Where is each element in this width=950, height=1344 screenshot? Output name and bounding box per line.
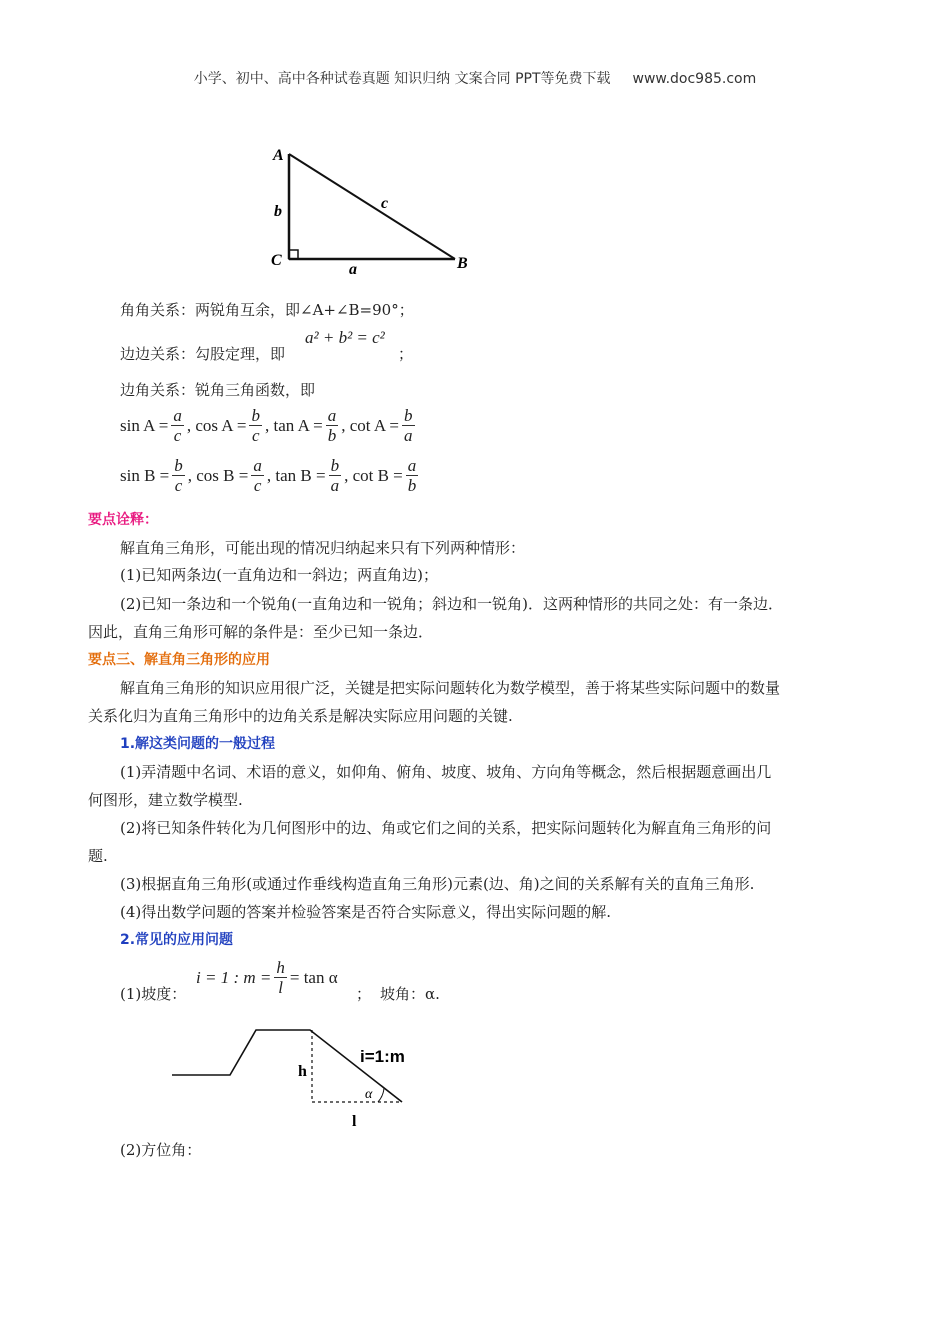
tan-A-den: b	[327, 426, 337, 445]
cot-B-fraction	[406, 456, 419, 495]
slope-fraction	[274, 958, 287, 997]
side-relation-label: 边边关系：勾股定理，即	[120, 345, 286, 363]
cot-B-num: a	[407, 456, 417, 475]
tan-B-den: a	[330, 476, 340, 495]
section3-heading: 要点三、解直角三角形的应用	[88, 652, 270, 668]
vertex-A-label: A	[273, 147, 284, 164]
side-c-label: c	[381, 195, 389, 212]
cos-B-den: c	[253, 476, 262, 495]
sub1-step4: (4)得出数学问题的答案并检验答案是否符合实际意义，得出实际问题的解.	[120, 903, 612, 921]
right-triangle-figure	[265, 140, 480, 280]
sub1-step1-line1: (1)弄清题中名词、术语的意义，如仰角、俯角、坡度、坡角、方向角等概念，然后根据题意画出几	[120, 763, 772, 781]
sin-A-den: c	[173, 426, 182, 445]
page-header	[0, 68, 950, 88]
cot-B-label: , cot B =	[344, 465, 403, 485]
tan-B-num: b	[330, 456, 340, 475]
slope-num: h	[276, 958, 285, 977]
slope-formula	[196, 958, 338, 997]
sin-B-label: sin B =	[120, 465, 170, 485]
sin-A-fraction	[171, 406, 184, 445]
height-label: h	[298, 1063, 307, 1080]
notes-heading: 要点诠释：	[88, 512, 158, 528]
notes-line-1: 解直角三角形，可能出现的情况归纳起来只有下列两种情形：	[120, 539, 526, 557]
side-a-label: a	[349, 261, 357, 278]
section3-para-line-1: 解直角三角形的知识应用很广泛，关键是把实际问题转化为数学模型，善于将某些实际问题中的数量	[120, 679, 781, 697]
base-label: l	[352, 1113, 357, 1130]
trig-row-A	[120, 406, 418, 445]
tan-B-fraction	[329, 456, 342, 495]
alpha-label: α	[365, 1087, 373, 1102]
bearing-angle-label: (2)方位角：	[120, 1141, 202, 1159]
cos-A-den: c	[251, 426, 260, 445]
slope-den: l	[278, 978, 283, 997]
sub1-step3: (3)根据直角三角形(或通过作垂线构造直角三角形)元素(边、角)之间的关系解有关的直角三角形.	[120, 875, 755, 893]
slope-rhs: = tan α	[289, 967, 338, 987]
sub1-heading: 1.解这类问题的一般过程	[120, 736, 276, 752]
sin-A-label: sin A =	[120, 415, 169, 435]
slope-ratio-label: i=1:m	[360, 1047, 405, 1066]
cos-A-num: b	[251, 406, 260, 425]
sin-B-den: c	[174, 476, 183, 495]
sub2-heading: 2.常见的应用问题	[120, 932, 234, 948]
vertex-C-label: C	[271, 252, 282, 269]
slope-separator: ；	[356, 985, 372, 1003]
cos-A-fraction	[249, 406, 262, 445]
cos-A-label: , cos A =	[186, 415, 247, 435]
slope-label: (1)坡度：	[120, 985, 187, 1003]
trig-row-B	[120, 456, 421, 495]
cos-B-label: , cos B =	[187, 465, 249, 485]
side-b-label: b	[274, 203, 282, 220]
section3-para-line-2: 关系化归为直角三角形中的边角关系是解决实际应用问题的关键.	[88, 707, 513, 725]
cot-A-num: b	[404, 406, 413, 425]
header-text: 小学、初中、高中各种试卷真题 知识归纳 文案合同 PPT等免费下载	[193, 71, 611, 87]
side-c-line	[289, 154, 455, 259]
cot-A-fraction	[402, 406, 415, 445]
cos-B-num: a	[253, 456, 262, 475]
header-url[interactable]: www.doc985.com	[632, 71, 757, 87]
alpha-arc	[378, 1088, 384, 1102]
angle-relation: 角角关系：两锐角互余，即∠A+∠B=90°；	[120, 301, 414, 319]
side-relation-suffix: ；	[398, 345, 414, 363]
notes-line-3: (2)已知一条边和一个锐角(一直角边和一锐角；斜边和一锐角)．这两种情形的共同之处：有一条边．	[120, 595, 783, 613]
right-angle-mark	[289, 250, 298, 259]
cos-B-fraction	[251, 456, 264, 495]
side-angle-relation: 边角关系：锐角三角函数，即	[120, 381, 316, 399]
cot-A-den: a	[404, 426, 413, 445]
sub1-step2-line1: (2)将已知条件转化为几何图形中的边、角或它们之间的关系，把实际问题转化为解直角三角形的问	[120, 819, 772, 837]
slope-figure	[170, 1020, 430, 1132]
slope-lhs: i = 1 : m =	[196, 967, 272, 987]
tan-A-fraction	[326, 406, 339, 445]
tan-A-label: , tan A =	[264, 415, 323, 435]
sin-B-fraction	[172, 456, 185, 495]
notes-line-2: (1)已知两条边(一直角边和一斜边；两直角边)；	[120, 566, 438, 584]
cot-B-den: b	[407, 476, 417, 495]
tan-B-label: , tan B =	[266, 465, 326, 485]
tan-A-num: a	[327, 406, 337, 425]
cot-A-label: , cot A =	[341, 415, 400, 435]
pythagorean-formula: a² + b² = c²	[305, 328, 385, 347]
sin-B-num: b	[174, 456, 183, 475]
sub1-step1-line2: 何图形，建立数学模型.	[88, 791, 243, 809]
notes-line-4: 因此，直角三角形可解的条件是：至少已知一条边．	[88, 623, 434, 641]
sub1-step2-line2: 题.	[88, 847, 108, 865]
sin-A-num: a	[173, 406, 182, 425]
vertex-B-label: B	[457, 255, 468, 272]
slope-angle-text: 坡角：α.	[380, 985, 440, 1003]
